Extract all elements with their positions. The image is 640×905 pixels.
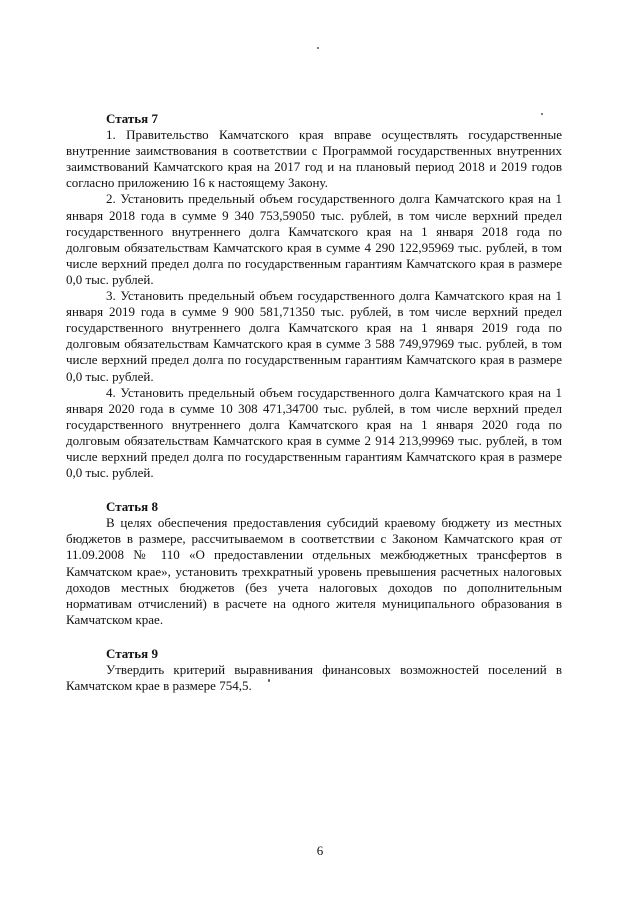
- paragraph: 3. Установить предельный объем государственного долга Камчатского края на 1 января 2019 года в сумме 9 900 581,71350 тыс. рублей, в том числе верхний предел государственного внутреннего долга Камчатского края на 1 января 2019 года по долговым обязательствам Камчатского края в сумме 3 588 749,97969 тыс. рублей, в том числе верхний предел долга по государственным гарантиям Камчатского края в размере 0,0 тыс. рублей.: [66, 288, 562, 384]
- paragraph: В целях обеспечения предоставления субсидий краевому бюджету из местных бюджетов в размере, рассчитываемом в соответствии с Законом Камчатского края от 11.09.2008 № 110 «О предоставлении отдельных межбюджетных трансфертов в Камчатском крае», установить трехкратный уровень превышения расчетных налоговых доходов местных бюджетов (без учета налоговых доходов по дополнительным нормативам отчислений) в расчете на одного жителя муниципального образования в Камчатском крае.: [66, 515, 562, 627]
- article-7: [66, 111, 562, 481]
- article-heading: Статья 7: [106, 111, 158, 126]
- spacer: [66, 481, 562, 499]
- page-number: 6: [316, 843, 324, 858]
- article-9: [66, 646, 562, 694]
- paragraph: Утвердить критерий выравнивания финансовых возможностей поселений в Камчатском крае в размере 754,5.: [66, 662, 562, 694]
- spacer: [66, 628, 562, 646]
- article-heading: Статья 9: [106, 645, 158, 661]
- scan-speck: [317, 47, 319, 49]
- article-heading: Статья 8: [106, 499, 158, 515]
- document-body: [66, 111, 562, 694]
- paragraph: 4. Установить предельный объем государственного долга Камчатского края на 1 января 2020 года в сумме 10 308 471,34700 тыс. рублей, в том числе верхний предел государственного внутреннего долга Камчатского края на 1 января 2020 года по долговым обязательствам Камчатского края в сумме 2 914 213,99969 тыс. рублей, в том числе верхний предел долга по государственным гарантиям Камчатского края в размере 0,0 тыс. рублей.: [66, 384, 562, 481]
- paragraph: 2. Установить предельный объем государственного долга Камчатского края на 1 января 2018 года в сумме 9 340 753,59050 тыс. рублей, в том числе верхний предел государственного внутреннего долга Камчатского края на 1 января 2018 года по долговым обязательствам Камчатского края в сумме 4 290 122,95969 тыс. рублей, в том числе верхний предел долга по государственным гарантиям Камчатского края в размере 0,0 тыс. рублей.: [66, 191, 562, 287]
- article-8: [66, 499, 562, 628]
- paragraph: 1. Правительство Камчатского края вправе осуществлять государственные внутренние заимствования в соответствии с Программой государственных внутренних заимствований Камчатского края на 2017 год и на плановый период 2018 и 2019 годов согласно приложению 16 к настоящему Закону.: [66, 127, 562, 191]
